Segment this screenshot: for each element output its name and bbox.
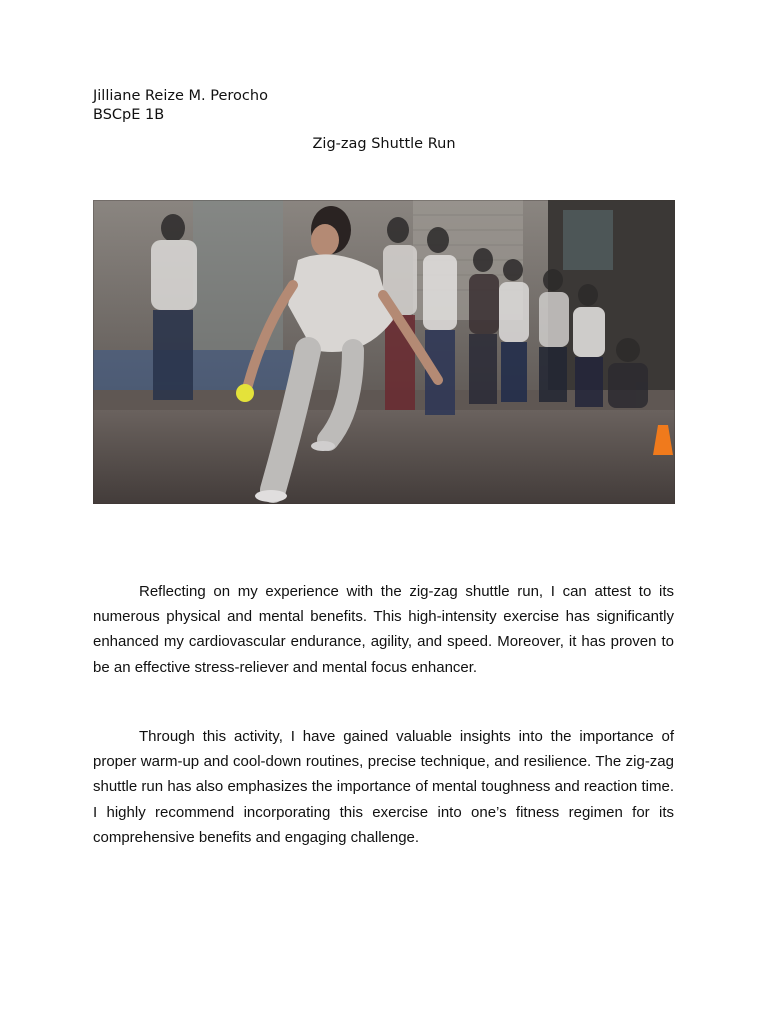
- student-running-icon: [93, 200, 675, 504]
- course-section: BSCpE 1B: [93, 107, 165, 123]
- author-name: Jilliane Reize M. Perocho: [93, 88, 268, 104]
- paragraph-insights: Through this activity, I have gained valuable insights into the importance of proper warm-up and cool-down routines, precise technique, and resilience. The zig-zag shuttle run has also emphasizes the importance of mental toughness and reaction time. I highly recommend incorporating this exercise into one’s fitness regimen for its comprehensive benefits and engaging challenge.: [93, 728, 674, 846]
- activity-photo: [93, 200, 675, 504]
- paragraph-reflection: Reflecting on my experience with the zig-zag shuttle run, I can attest to its numerous physical and mental benefits. This high-intensity exercise has significantly enhanced my cardiovascular endurance, agility, and speed. Moreover, it has proven to be an effective stress-reliever and mental focus enhancer.: [93, 583, 674, 676]
- document-title: Zig-zag Shuttle Run: [312, 136, 456, 152]
